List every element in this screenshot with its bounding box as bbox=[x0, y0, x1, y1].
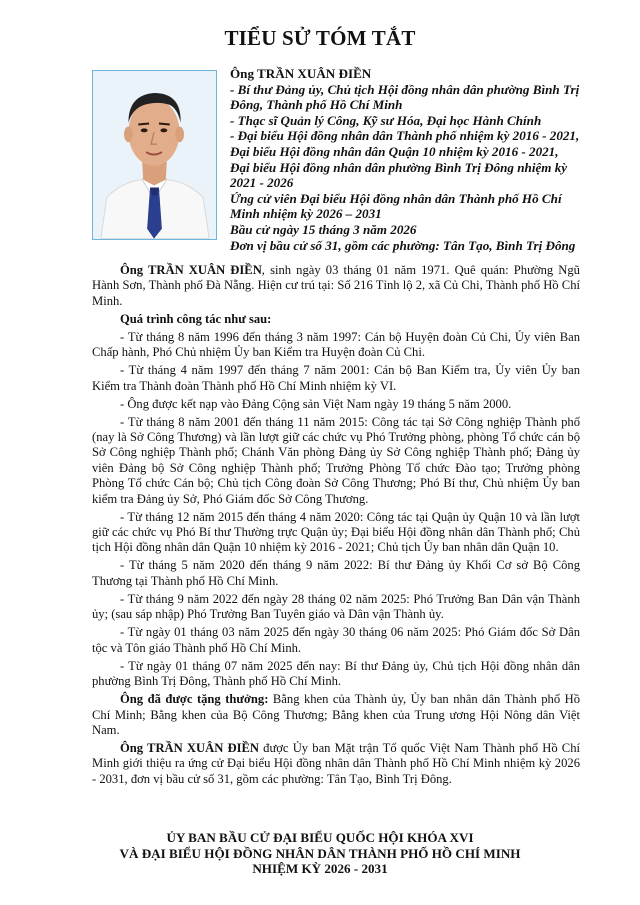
career-item: - Từ tháng 5 năm 2020 đến tháng 9 năm 2022: Bí thư Đảng ủy Khối Cơ sở Bộ Công Thương tại Thành phố Hồ Chí Minh. bbox=[92, 558, 580, 588]
intro-name: Ông TRẦN XUÂN ĐIỀN bbox=[120, 263, 262, 277]
page-title: TIỂU SỬ TÓM TẮT bbox=[224, 26, 416, 50]
footer-line-2: VÀ ĐẠI BIỂU HỘI ĐỒNG NHÂN DÂN THÀNH PHỐ HỒ CHÍ MINH bbox=[119, 845, 521, 861]
portrait-photo bbox=[92, 70, 217, 240]
biography-body bbox=[92, 263, 580, 790]
career-item: - Từ tháng 8 năm 1996 đến tháng 3 năm 1997: Cán bộ Huyện đoàn Củ Chi, Ủy viên Ban Chấp hành, Phó Chủ nhiệm Ủy ban Kiểm tra Huyện đoàn Củ Chi. bbox=[92, 329, 580, 360]
candidate-header bbox=[230, 66, 580, 253]
position-line-3: - Đại biểu Hội đồng nhân dân Thành phố nhiệm kỳ 2016 - 2021, Đại biểu Hội đồng nhân dân Quận 10 nhiệm kỳ 2016 - 2021, Đại biểu Hội đồng nhân dân phường Bình Trị Đông nhiệm kỳ 2021 - 2026 bbox=[230, 128, 580, 191]
position-line-2: - Thạc sĩ Quản lý Công, Kỹ sư Hóa, Đại học Hành Chính bbox=[230, 112, 542, 128]
candidate-name: Ông TRẦN XUÂN ĐIỀN bbox=[230, 66, 372, 81]
election-date: Bầu cử ngày 15 tháng 3 năm 2026 bbox=[230, 221, 417, 237]
career-item: - Từ ngày 01 tháng 07 năm 2025 đến nay: Bí thư Đảng ủy, Chủ tịch Hội đồng nhân dân phường Bình Trị Đông, Thành phố Hồ Chí Minh. bbox=[92, 658, 580, 689]
career-heading: Quá trình công tác như sau: bbox=[120, 311, 272, 326]
candidacy-line: Ứng cử viên Đại biểu Hội đồng nhân dân Thành phố Hồ Chí Minh nhiệm kỳ 2026 – 2031 bbox=[230, 190, 562, 222]
intro-paragraph bbox=[92, 263, 580, 309]
nomination-name: Ông TRẦN XUÂN ĐIỀN bbox=[120, 740, 259, 755]
footer-line-3: NHIỆM KỲ 2026 - 2031 bbox=[252, 861, 388, 877]
nomination-paragraph bbox=[92, 741, 580, 787]
career-item: - Từ tháng 12 năm 2015 đến tháng 4 năm 2020: Công tác tại Quận ủy Quận 10 và lần lượt giữ các chức vụ Phó Bí thư Thường trực Quận ủy; Đại biểu Hội đồng nhân dân Thành phố; Chủ tịch Hội đồng nhân dân Quận 10 nhiệm kỳ 2016 - 2021; Chủ tịch Ủy ban nhân dân Quận 10. bbox=[92, 509, 580, 555]
awards-paragraph bbox=[92, 692, 580, 738]
issuing-committee bbox=[0, 830, 640, 877]
electoral-unit: Đơn vị bầu cử số 31, gồm các phường: Tân Tạo, Bình Trị Đông bbox=[230, 237, 576, 253]
career-item: - Từ tháng 4 năm 1997 đến tháng 7 năm 2001: Cán bộ Ban Kiểm tra, Ủy viên Ủy ban Kiểm tra Thành đoàn Thành phố Hồ Chí Minh nhiệm kỳ VI. bbox=[92, 363, 580, 393]
awards-label: Ông đã được tặng thưởng: bbox=[120, 692, 269, 707]
career-item: - Từ ngày 01 tháng 03 năm 2025 đến ngày 30 tháng 06 năm 2025: Phó Giám đốc Sở Dân tộc và Tôn giáo Thành phố Hồ Chí Minh. bbox=[92, 625, 580, 655]
portrait-illustration bbox=[93, 71, 216, 239]
nomination-text: được Ủy ban Mặt trận Tổ quốc Việt Nam Thành phố Hồ Chí Minh giới thiệu ra ứng cử Đại biểu Hội đồng nhân dân Thành phố Hồ Chí Minh nhiệm kỳ 2026 - 2031, đơn vị bầu cử số 31, gồm các phường: Tân Tạo, Bình Trị Đông. bbox=[92, 740, 580, 786]
intro-text: , sinh ngày 03 tháng 01 năm 1971. Quê quán: Phường Ngũ Hành Sơn, Thành phố Đà Nẵng. Hiện cư trú tại: Số 216 Tỉnh lộ 2, xã Củ Chi, Thành phố Hồ Chí Minh. bbox=[92, 263, 580, 308]
career-item: - Ông được kết nạp vào Đảng Cộng sản Việt Nam ngày 19 tháng 5 năm 2000. bbox=[120, 396, 512, 411]
position-line-1: - Bí thư Đảng ủy, Chủ tịch Hội đồng nhân dân phường Bình Trị Đông, Thành phố Hồ Chí Minh bbox=[230, 81, 580, 113]
career-item: - Từ tháng 8 năm 2001 đến tháng 11 năm 2015: Công tác tại Sở Công nghiệp Thành phố (nay là Sở Công Thương) và lần lượt giữ các chức vụ Phó Trưởng phòng, phòng Tổ chức cán bộ Sở Công nghiệp Thành phố; Chánh Văn phòng Đảng ủy Sở Công nghiệp Thành phố; Đảng ủy viên Đảng bộ Sở Công nghiệp Thành phố; Trưởng Phòng Tổ chức Đào tạo; Trưởng phòng Phòng Tổ chức Cán bộ; Chủ tịch Công đoàn Sở Công Thương; Phó Bí thư, Chủ nhiệm Ủy ban kiểm tra Đảng ủy Sở, Phó Giám đốc Sở Công Thương. bbox=[92, 414, 580, 506]
career-item: - Từ tháng 9 năm 2022 đến ngày 28 tháng 02 năm 2025: Phó Trưởng Ban Dân vận Thành ủy; (sau sáp nhập) Phó Trưởng Ban Tuyên giáo và Dân vận Thành ủy. bbox=[92, 591, 580, 622]
footer-line-1: ỦY BAN BẦU CỬ ĐẠI BIỂU QUỐC HỘI KHÓA XVI bbox=[166, 830, 474, 845]
awards-text: Bằng khen của Thành ủy, Ủy ban nhân dân Thành phố Hồ Chí Minh; Bằng khen của Bộ Công Thương; Bằng khen của Trung ương Hội Nông dân Việt Nam. bbox=[92, 692, 580, 737]
